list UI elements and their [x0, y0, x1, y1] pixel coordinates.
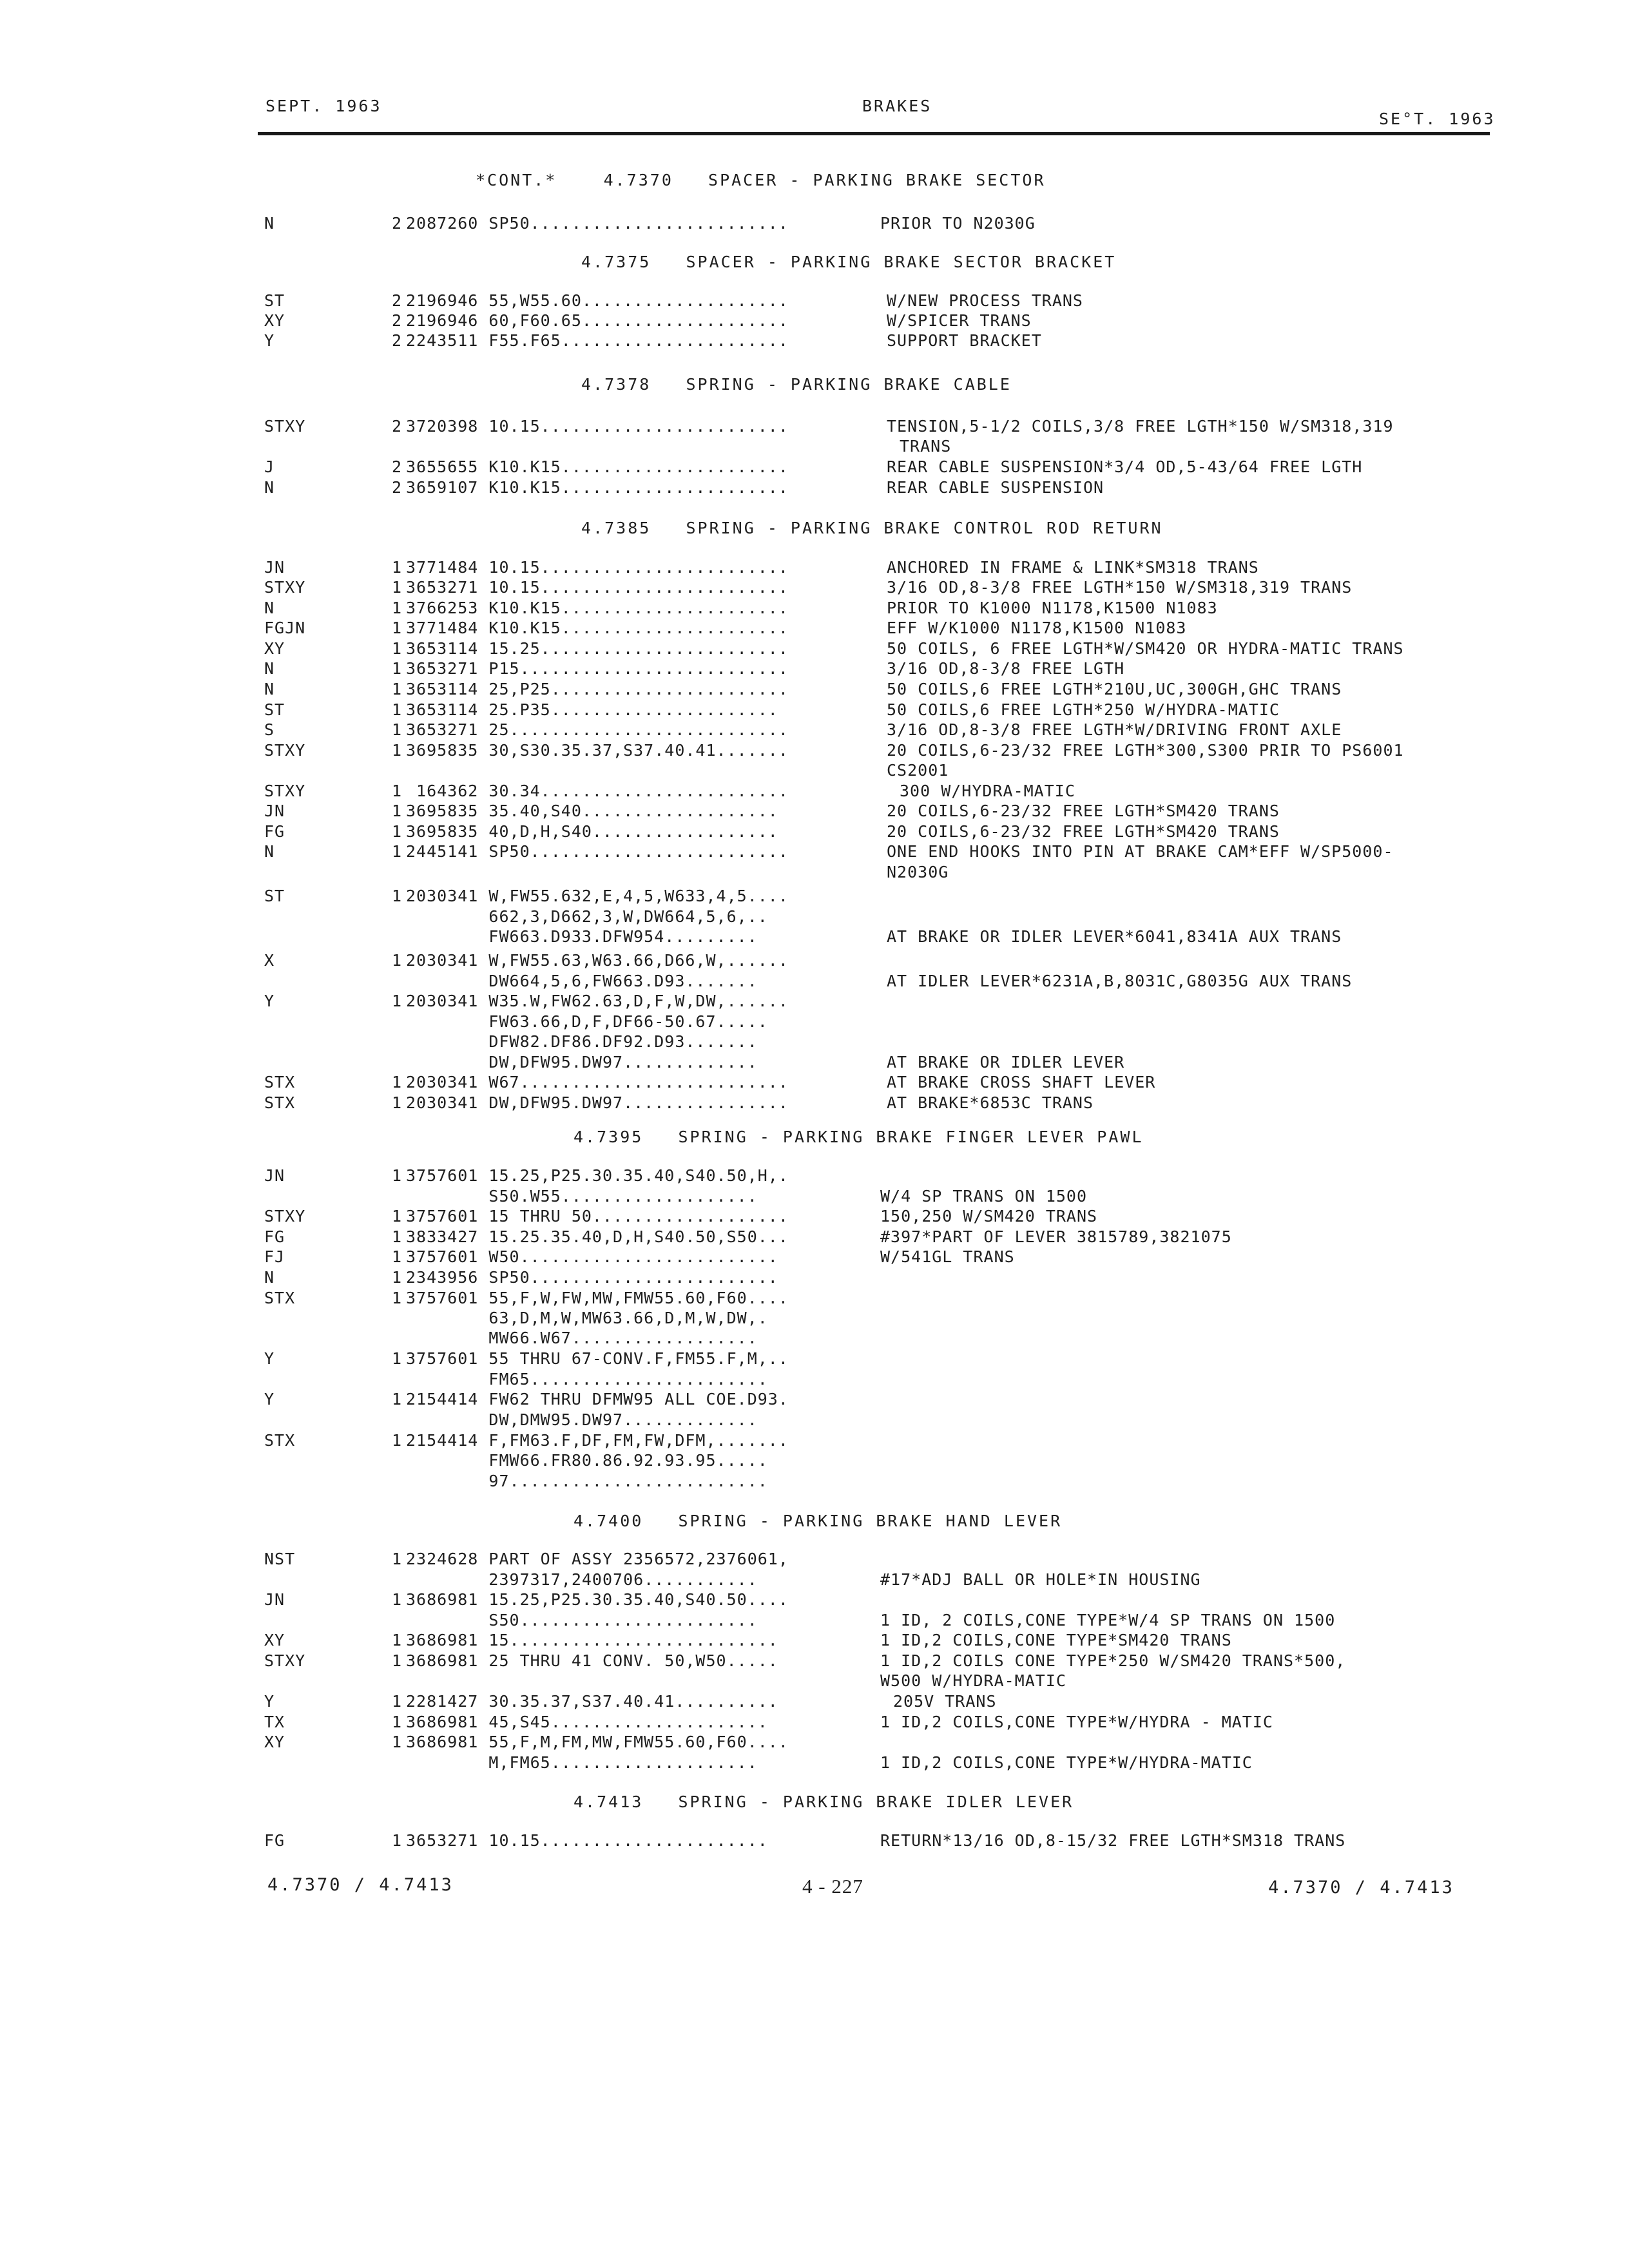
model-code: TX — [264, 1713, 285, 1731]
table-row — [0, 1431, 1629, 1450]
part-number-models: 3659107 K10.K15...................... — [406, 478, 789, 497]
footer-right-range: 4.7370 / 4.7413 — [1268, 1878, 1454, 1898]
table-row — [0, 887, 1629, 906]
table-row — [0, 972, 1629, 991]
part-description: ONE END HOOKS INTO PIN AT BRAKE CAM*EFF W/SP5000- — [887, 842, 1394, 861]
table-row — [0, 1329, 1629, 1348]
part-number-models: 3757601 W50......................... — [406, 1247, 778, 1266]
section-heading: *CONT.* 4.7370 SPACER - PARKING BRAKE SECTOR — [476, 171, 1046, 189]
part-number-models: 3771484 10.15........................ — [406, 558, 789, 577]
table-row — [0, 863, 1629, 882]
part-description: 1 ID,2 COILS CONE TYPE*250 W/SM420 TRANS*500, — [880, 1651, 1346, 1670]
model-code: Y — [264, 1692, 275, 1711]
part-description: CS2001 — [887, 761, 949, 780]
table-row — [0, 457, 1629, 477]
part-description: #17*ADJ BALL OR HOLE*IN HOUSING — [880, 1570, 1201, 1589]
model-code: JN — [264, 558, 285, 577]
model-code: S — [264, 720, 275, 739]
quantity: 1 — [392, 1651, 403, 1670]
model-code: STXY — [264, 782, 306, 800]
model-code: N — [264, 680, 275, 698]
part-number-models: 3757601 15.25,P25.30.35.40,S40.50,H,. — [406, 1166, 789, 1185]
model-code: FG — [264, 1831, 285, 1850]
table-row — [0, 1590, 1629, 1610]
part-number-models: DW,DFW95.DW97............. — [406, 1053, 758, 1072]
table-row — [0, 1550, 1629, 1569]
table-row — [0, 1349, 1629, 1369]
quantity: 1 — [392, 1590, 403, 1609]
model-code: STX — [264, 1093, 296, 1112]
part-number-models: 3653114 15.25........................ — [406, 639, 789, 658]
part-description: TRANS — [900, 437, 952, 456]
part-number-models: 2087260 SP50......................... — [406, 214, 789, 233]
part-number-models: 3720398 10.15........................ — [406, 417, 789, 436]
part-description: #397*PART OF LEVER 3815789,3821075 — [880, 1227, 1232, 1246]
quantity: 1 — [392, 1390, 403, 1408]
table-row — [0, 951, 1629, 970]
quantity: 1 — [392, 1831, 403, 1850]
table-row — [0, 437, 1629, 456]
model-code: Y — [264, 1390, 275, 1408]
part-description: 3/16 OD,8-3/8 FREE LGTH*150 W/SM318,319 TRANS — [887, 578, 1353, 597]
part-description: 300 W/HYDRA-MATIC — [900, 782, 1075, 800]
quantity: 2 — [392, 291, 403, 310]
table-row — [0, 291, 1629, 311]
part-number-models: 662,3,D662,3,W,DW664,5,6,.. — [406, 907, 768, 926]
table-row — [0, 311, 1629, 331]
part-number-models: 3757601 55,F,W,FW,MW,FMW55.60,F60.... — [406, 1289, 789, 1307]
table-row — [0, 782, 1629, 801]
quantity: 2 — [392, 311, 403, 330]
table-row — [0, 700, 1629, 720]
table-row — [0, 558, 1629, 577]
part-description: EFF W/K1000 N1178,K1500 N1083 — [887, 619, 1187, 637]
table-row — [0, 1831, 1629, 1850]
quantity: 1 — [392, 1268, 403, 1287]
quantity: 1 — [392, 1289, 403, 1307]
table-row — [0, 927, 1629, 947]
table-row — [0, 1451, 1629, 1470]
part-description: AT BRAKE OR IDLER LEVER — [887, 1053, 1125, 1072]
model-code: N — [264, 1268, 275, 1287]
part-number-models: 2397317,2400706........... — [406, 1570, 758, 1589]
table-row — [0, 1753, 1629, 1773]
table-row — [0, 907, 1629, 927]
part-number-models: 3757601 55 THRU 67-CONV.F,FM55.F,M,.. — [406, 1349, 789, 1368]
part-description: W/4 SP TRANS ON 1500 — [880, 1187, 1088, 1206]
part-number-models: 3695835 35.40,S40................... — [406, 802, 778, 820]
part-description: 3/16 OD,8-3/8 FREE LGTH*W/DRIVING FRONT AXLE — [887, 720, 1342, 739]
table-row — [0, 741, 1629, 760]
model-code: STXY — [264, 1207, 306, 1225]
model-code: N — [264, 842, 275, 861]
table-row — [0, 802, 1629, 821]
quantity: 1 — [392, 1431, 403, 1450]
part-number-models: 2445141 SP50......................... — [406, 842, 789, 861]
quantity: 1 — [392, 1227, 403, 1246]
model-code: STX — [264, 1073, 296, 1091]
part-number-models: 3686981 15.......................... — [406, 1631, 778, 1649]
table-row — [0, 331, 1629, 351]
part-number-models: 2154414 FW62 THRU DFMW95 ALL COE.D93. — [406, 1390, 789, 1408]
part-number-models: FM65....................... — [406, 1370, 768, 1389]
part-description: N2030G — [887, 863, 949, 881]
part-description: 150,250 W/SM420 TRANS — [880, 1207, 1098, 1225]
table-row — [0, 1227, 1629, 1247]
table-row — [0, 1247, 1629, 1267]
table-row — [0, 1073, 1629, 1092]
part-number-models: 3653271 P15.......................... — [406, 659, 789, 678]
part-number-models: MW66.W67.................. — [406, 1329, 758, 1347]
model-code: N — [264, 659, 275, 678]
part-description: 3/16 OD,8-3/8 FREE LGTH — [887, 659, 1125, 678]
quantity: 2 — [392, 478, 403, 497]
quantity: 1 — [392, 1093, 403, 1112]
quantity: 2 — [392, 457, 403, 476]
table-row — [0, 1309, 1629, 1328]
quantity: 1 — [392, 1349, 403, 1368]
model-code: J — [264, 457, 275, 476]
table-row — [0, 1390, 1629, 1409]
quantity: 1 — [392, 1733, 403, 1751]
quantity: 1 — [392, 659, 403, 678]
quantity: 1 — [392, 1713, 403, 1731]
part-number-models: DW,DMW95.DW97............. — [406, 1410, 758, 1429]
quantity: 1 — [392, 1550, 403, 1568]
part-number-models: DW664,5,6,FW663.D93....... — [406, 972, 758, 990]
header-title: BRAKES — [862, 97, 932, 115]
quantity: 1 — [392, 680, 403, 698]
part-number-models: 3695835 30,S30.35.37,S37.40.41....... — [406, 741, 789, 760]
table-row — [0, 639, 1629, 658]
table-row — [0, 720, 1629, 740]
part-number-models: 3686981 45,S45..................... — [406, 1713, 768, 1731]
model-code: STXY — [264, 578, 306, 597]
footer-left-range: 4.7370 / 4.7413 — [267, 1875, 454, 1895]
part-description: SUPPORT BRACKET — [887, 331, 1042, 350]
part-number-models: S50.W55................... — [406, 1187, 758, 1206]
part-description: REAR CABLE SUSPENSION*3/4 OD,5-43/64 FREE LGTH — [887, 457, 1363, 476]
part-number-models: 3771484 K10.K15...................... — [406, 619, 789, 637]
quantity: 1 — [392, 741, 403, 760]
table-row — [0, 1631, 1629, 1650]
part-number-models: 3686981 25 THRU 41 CONV. 50,W50..... — [406, 1651, 778, 1670]
part-number-models: 3653271 25........................... — [406, 720, 789, 739]
quantity: 1 — [392, 578, 403, 597]
part-number-models: FW663.D933.DFW954......... — [406, 927, 758, 946]
quantity: 1 — [392, 639, 403, 658]
part-number-models: 3653271 10.15...................... — [406, 1831, 768, 1850]
part-description: 1 ID,2 COILS,CONE TYPE*SM420 TRANS — [880, 1631, 1232, 1649]
table-row — [0, 1733, 1629, 1752]
part-number-models: 3757601 15 THRU 50................... — [406, 1207, 789, 1225]
table-row — [0, 1207, 1629, 1226]
part-number-models: 63,D,M,W,MW63.66,D,M,W,DW,. — [406, 1309, 768, 1327]
part-number-models: 2154414 F,FM63.F,DF,FM,FW,DFM,....... — [406, 1431, 789, 1450]
quantity: 1 — [392, 1073, 403, 1091]
part-number-models: 164362 30.34........................ — [406, 782, 789, 800]
model-code: XY — [264, 1733, 285, 1751]
part-description: TENSION,5-1/2 COILS,3/8 FREE LGTH*150 W/SM318,319 — [887, 417, 1394, 436]
part-number-models: 2243511 F55.F65...................... — [406, 331, 789, 350]
header-right-date: SE°T. 1963 — [1379, 110, 1496, 128]
part-description: 50 COILS,6 FREE LGTH*250 W/HYDRA-MATIC — [887, 700, 1280, 719]
model-code: Y — [264, 331, 275, 350]
table-row — [0, 992, 1629, 1011]
part-number-models: 97......................... — [406, 1472, 768, 1490]
part-number-models: 2030341 W67.......................... — [406, 1073, 789, 1091]
model-code: JN — [264, 1166, 285, 1185]
part-number-models: 3833427 15.25.35.40,D,H,S40.50,S50... — [406, 1227, 789, 1246]
model-code: FGJN — [264, 619, 306, 637]
part-description: ANCHORED IN FRAME & LINK*SM318 TRANS — [887, 558, 1259, 577]
model-code: FG — [264, 822, 285, 841]
model-code: FJ — [264, 1247, 285, 1266]
table-row — [0, 1410, 1629, 1430]
quantity: 1 — [392, 782, 403, 800]
section-heading: 4.7385 SPRING - PARKING BRAKE CONTROL ROD RETURN — [581, 519, 1163, 537]
part-number-models: FW63.66,D,F,DF66-50.67..... — [406, 1012, 768, 1031]
quantity: 1 — [392, 1692, 403, 1711]
table-row — [0, 1093, 1629, 1113]
header-left-date: SEPT. 1963 — [265, 97, 382, 115]
model-code: STXY — [264, 1651, 306, 1670]
part-description: AT BRAKE OR IDLER LEVER*6041,8341A AUX TRANS — [887, 927, 1342, 946]
part-description: AT BRAKE CROSS SHAFT LEVER — [887, 1073, 1156, 1091]
part-number-models: 2343956 SP50........................ — [406, 1268, 778, 1287]
table-row — [0, 1053, 1629, 1072]
table-row — [0, 1671, 1629, 1691]
quantity: 2 — [392, 214, 403, 233]
model-code: X — [264, 951, 275, 970]
quantity: 1 — [392, 887, 403, 905]
part-number-models: 3766253 K10.K15...................... — [406, 599, 789, 617]
section-heading: 4.7378 SPRING - PARKING BRAKE CABLE — [581, 375, 1012, 394]
model-code: JN — [264, 1590, 285, 1609]
table-row — [0, 1166, 1629, 1186]
part-description: AT BRAKE*6853C TRANS — [887, 1093, 1094, 1112]
part-number-models: 2196946 55,W55.60.................... — [406, 291, 789, 310]
model-code: XY — [264, 311, 285, 330]
table-row — [0, 417, 1629, 436]
table-row — [0, 659, 1629, 678]
table-row — [0, 1570, 1629, 1590]
table-row — [0, 1268, 1629, 1287]
part-description: W/541GL TRANS — [880, 1247, 1015, 1266]
table-row — [0, 578, 1629, 597]
model-code: FG — [264, 1227, 285, 1246]
model-code: Y — [264, 992, 275, 1010]
table-row — [0, 1032, 1629, 1052]
part-description: 20 COILS,6-23/32 FREE LGTH*SM420 TRANS — [887, 802, 1280, 820]
table-row — [0, 680, 1629, 699]
quantity: 1 — [392, 720, 403, 739]
part-description: RETURN*13/16 OD,8-15/32 FREE LGTH*SM318 TRANS — [880, 1831, 1346, 1850]
table-row — [0, 1187, 1629, 1206]
part-number-models: 2030341 W,FW55.632,E,4,5,W633,4,5.... — [406, 887, 789, 905]
header-rule — [258, 132, 1490, 135]
section-heading: 4.7395 SPRING - PARKING BRAKE FINGER LEVER PAWL — [574, 1128, 1144, 1146]
table-row — [0, 1692, 1629, 1711]
part-description: 20 COILS,6-23/32 FREE LGTH*SM420 TRANS — [887, 822, 1280, 841]
quantity: 2 — [392, 417, 403, 436]
part-number-models: 3686981 15.25,P25.30.35.40,S40.50.... — [406, 1590, 789, 1609]
part-number-models: FMW66.FR80.86.92.93.95..... — [406, 1451, 768, 1470]
model-code: STXY — [264, 741, 306, 760]
part-description: PRIOR TO N2030G — [880, 214, 1036, 233]
model-code: STX — [264, 1289, 296, 1307]
part-number-models: 3653114 25,P25....................... — [406, 680, 789, 698]
quantity: 1 — [392, 619, 403, 637]
part-number-models: 2196946 60,F60.65.................... — [406, 311, 789, 330]
model-code: XY — [264, 1631, 285, 1649]
model-code: STXY — [264, 417, 306, 436]
table-row — [0, 1611, 1629, 1630]
section-heading: 4.7413 SPRING - PARKING BRAKE IDLER LEVER — [574, 1792, 1074, 1811]
quantity: 2 — [392, 331, 403, 350]
table-row — [0, 619, 1629, 638]
part-description: PRIOR TO K1000 N1178,K1500 N1083 — [887, 599, 1218, 617]
part-number-models: DFW82.DF86.DF92.D93....... — [406, 1032, 758, 1051]
section-heading: 4.7400 SPRING - PARKING BRAKE HAND LEVER — [574, 1512, 1063, 1530]
model-code: XY — [264, 639, 285, 658]
part-description: 20 COILS,6-23/32 FREE LGTH*300,S300 PRIR TO PS6001 — [887, 741, 1404, 760]
model-code: N — [264, 599, 275, 617]
table-row — [0, 1651, 1629, 1671]
model-code: ST — [264, 291, 285, 310]
quantity: 1 — [392, 700, 403, 719]
part-description: REAR CABLE SUSPENSION — [887, 478, 1104, 497]
quantity: 1 — [392, 1247, 403, 1266]
table-row — [0, 842, 1629, 861]
section-heading: 4.7375 SPACER - PARKING BRAKE SECTOR BRACKET — [581, 253, 1117, 271]
part-number-models: 3653271 10.15........................ — [406, 578, 789, 597]
quantity: 1 — [392, 992, 403, 1010]
table-row — [0, 761, 1629, 780]
quantity: 1 — [392, 1631, 403, 1649]
part-number-models: S50....................... — [406, 1611, 758, 1629]
model-code: ST — [264, 887, 285, 905]
model-code: Y — [264, 1349, 275, 1368]
model-code: N — [264, 214, 275, 233]
part-description: 1 ID,2 COILS,CONE TYPE*W/HYDRA-MATIC — [880, 1753, 1253, 1772]
table-row — [0, 1472, 1629, 1491]
quantity: 1 — [392, 951, 403, 970]
table-row — [0, 1012, 1629, 1032]
part-description: 1 ID, 2 COILS,CONE TYPE*W/4 SP TRANS ON 1500 — [880, 1611, 1336, 1629]
part-number-models: 2030341 DW,DFW95.DW97................ — [406, 1093, 789, 1112]
part-number-models: 2281427 30.35.37,S37.40.41.......... — [406, 1692, 778, 1711]
quantity: 1 — [392, 1166, 403, 1185]
quantity: 1 — [392, 1207, 403, 1225]
table-row — [0, 1713, 1629, 1732]
part-description: W/NEW PROCESS TRANS — [887, 291, 1083, 310]
part-description: AT IDLER LEVER*6231A,B,8031C,G8035G AUX TRANS — [887, 972, 1353, 990]
part-description: 205V TRANS — [893, 1692, 997, 1711]
part-number-models: 2324628 PART OF ASSY 2356572,2376061, — [406, 1550, 789, 1568]
part-description: W500 W/HYDRA-MATIC — [880, 1671, 1066, 1690]
quantity: 1 — [392, 599, 403, 617]
part-description: W/SPICER TRANS — [887, 311, 1032, 330]
table-row — [0, 1289, 1629, 1308]
quantity: 1 — [392, 558, 403, 577]
table-row — [0, 214, 1629, 233]
model-code: NST — [264, 1550, 296, 1568]
table-row — [0, 1370, 1629, 1389]
page-number: 4 - 227 — [802, 1875, 863, 1898]
model-code: N — [264, 478, 275, 497]
quantity: 1 — [392, 822, 403, 841]
part-description: 50 COILS,6 FREE LGTH*210U,UC,300GH,GHC TRANS — [887, 680, 1342, 698]
quantity: 1 — [392, 842, 403, 861]
table-row — [0, 822, 1629, 841]
part-number-models: 3695835 40,D,H,S40.................. — [406, 822, 778, 841]
model-code: JN — [264, 802, 285, 820]
part-number-models: 3686981 55,F,M,FM,MW,FMW55.60,F60.... — [406, 1733, 789, 1751]
part-number-models: 3655655 K10.K15...................... — [406, 457, 789, 476]
table-row — [0, 478, 1629, 497]
part-number-models: M,FM65.................... — [406, 1753, 758, 1772]
table-row — [0, 599, 1629, 618]
part-description: 1 ID,2 COILS,CONE TYPE*W/HYDRA - MATIC — [880, 1713, 1273, 1731]
model-code: ST — [264, 700, 285, 719]
part-number-models: 2030341 W35.W,FW62.63,D,F,W,DW,...... — [406, 992, 789, 1010]
part-number-models: 3653114 25.P35...................... — [406, 700, 778, 719]
quantity: 1 — [392, 802, 403, 820]
part-number-models: 2030341 W,FW55.63,W63.66,D66,W,...... — [406, 951, 789, 970]
part-description: 50 COILS, 6 FREE LGTH*W/SM420 OR HYDRA-MATIC TRANS — [887, 639, 1404, 658]
model-code: STX — [264, 1431, 296, 1450]
